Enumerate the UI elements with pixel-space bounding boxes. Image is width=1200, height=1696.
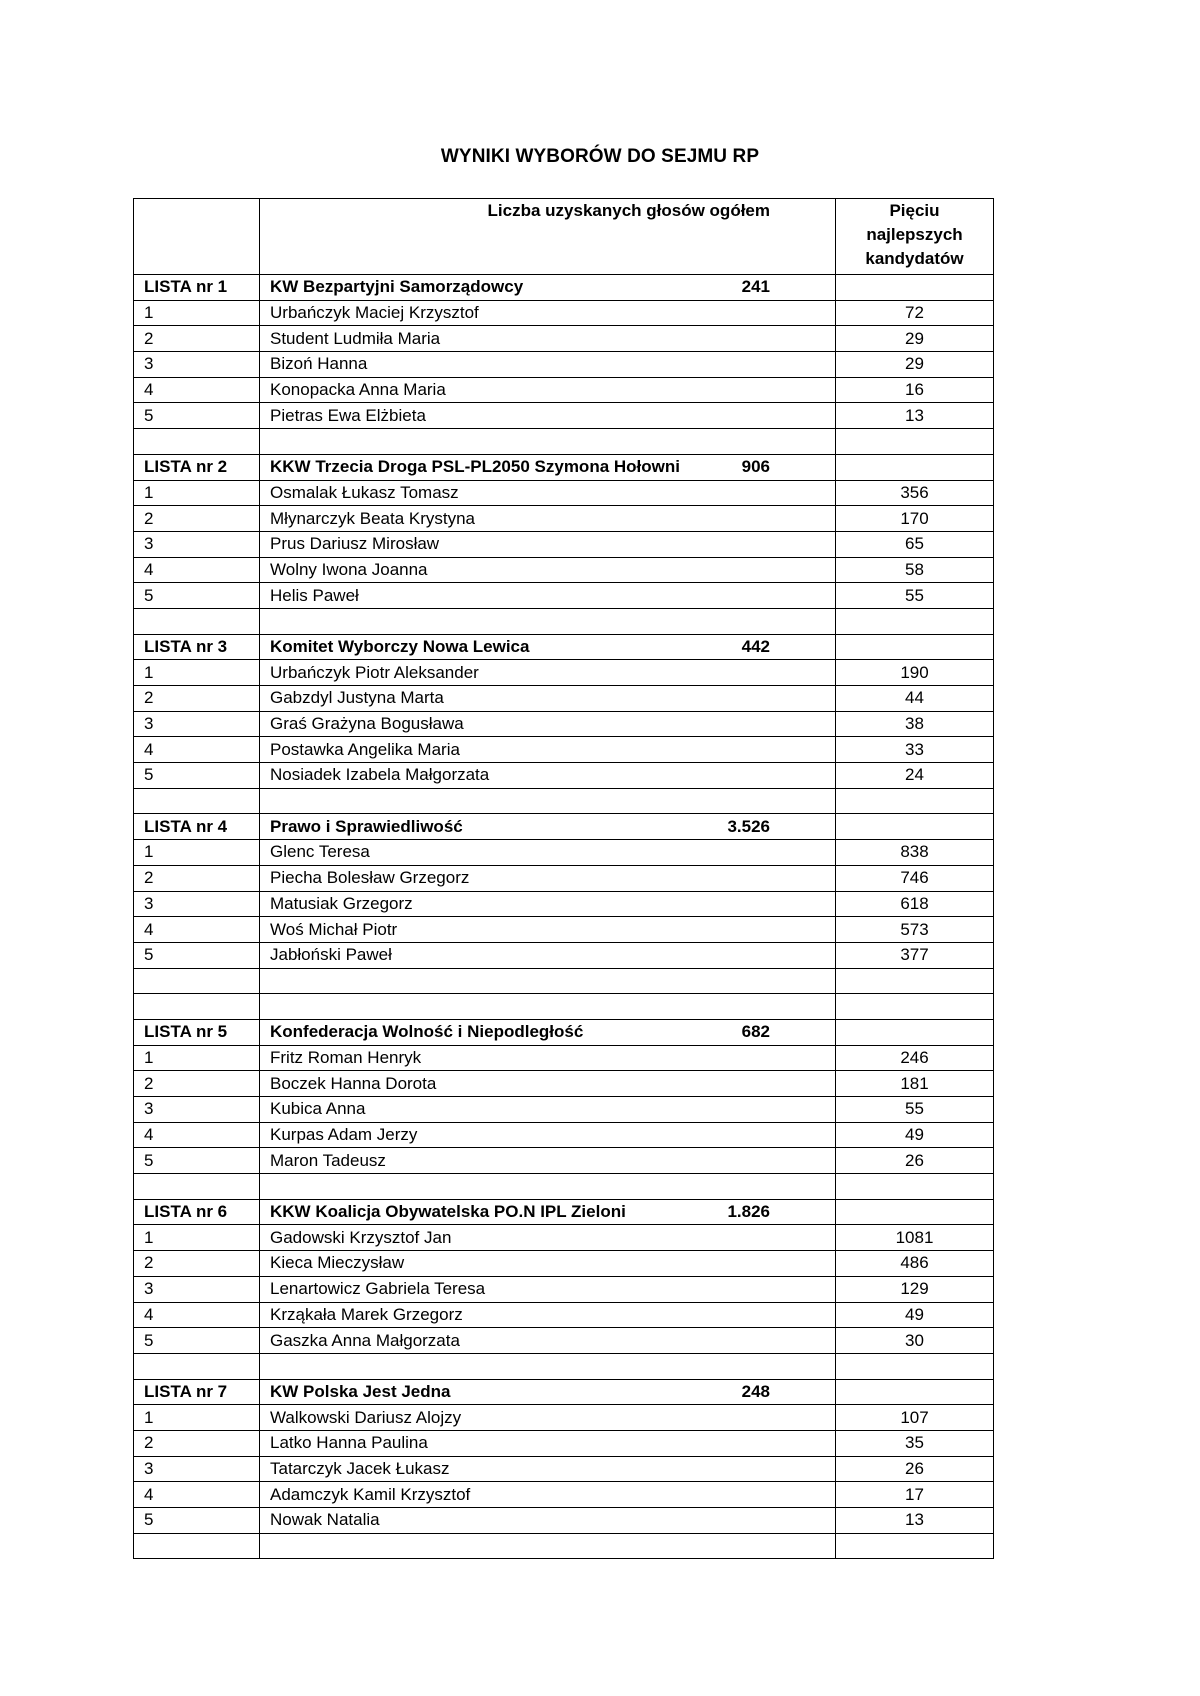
candidate-number: 4	[134, 917, 260, 943]
party-total-votes: 1.826	[727, 1202, 770, 1222]
candidate-name: Piecha Bolesław Grzegorz	[260, 865, 836, 891]
party-name: KKW Trzecia Droga PSL-PL2050 Szymona Hołowni	[270, 457, 680, 477]
candidate-row	[134, 1405, 994, 1431]
blank-cell	[134, 1174, 260, 1200]
candidate-votes: 33	[836, 737, 994, 763]
blank-cell	[134, 608, 260, 634]
blank-cell	[260, 1533, 836, 1559]
candidate-row	[134, 506, 994, 532]
candidate-row	[134, 660, 994, 686]
candidate-number: 5	[134, 1508, 260, 1534]
candidate-number: 1	[134, 1405, 260, 1431]
candidate-name: Bizoń Hanna	[260, 352, 836, 378]
candidate-name: Latko Hanna Paulina	[260, 1430, 836, 1456]
candidate-row	[134, 583, 994, 609]
candidate-votes: 246	[836, 1045, 994, 1071]
candidate-name: Walkowski Dariusz Alojzy	[260, 1405, 836, 1431]
candidate-number: 2	[134, 1430, 260, 1456]
party-cell	[260, 1199, 836, 1225]
candidate-row	[134, 1328, 994, 1354]
candidate-row	[134, 1508, 994, 1534]
blank-cell	[260, 1353, 836, 1379]
candidate-number: 1	[134, 1225, 260, 1251]
candidate-votes: 107	[836, 1405, 994, 1431]
candidate-row	[134, 686, 994, 712]
candidate-row	[134, 1225, 994, 1251]
candidate-number: 1	[134, 480, 260, 506]
candidate-row	[134, 557, 994, 583]
candidate-votes: 38	[836, 711, 994, 737]
candidate-row	[134, 326, 994, 352]
blank-cell	[260, 608, 836, 634]
candidate-votes: 29	[836, 326, 994, 352]
candidate-number: 5	[134, 583, 260, 609]
header-cell-list	[134, 199, 260, 275]
party-name: Komitet Wyborczy Nowa Lewica	[270, 636, 530, 656]
header-top-five-line-1: Pięciu	[889, 201, 940, 220]
party-total-votes: 248	[741, 1381, 770, 1401]
candidate-row	[134, 300, 994, 326]
blank-row	[134, 1353, 994, 1379]
candidate-number: 4	[134, 557, 260, 583]
candidate-row	[134, 737, 994, 763]
candidate-name: Urbańczyk Piotr Aleksander	[260, 660, 836, 686]
blank-row	[134, 1533, 994, 1559]
candidate-votes: 486	[836, 1251, 994, 1277]
candidate-number: 1	[134, 300, 260, 326]
party-name: Prawo i Sprawiedliwość	[270, 816, 463, 836]
candidate-number: 3	[134, 1276, 260, 1302]
candidate-number: 1	[134, 840, 260, 866]
party-total-votes: 241	[741, 277, 770, 297]
candidate-row	[134, 352, 994, 378]
party-row	[134, 1379, 994, 1405]
candidate-number: 3	[134, 1097, 260, 1123]
candidate-row	[134, 1071, 994, 1097]
candidate-votes: 618	[836, 891, 994, 917]
candidate-name: Adamczyk Kamil Krzysztof	[260, 1482, 836, 1508]
candidate-votes: 573	[836, 917, 994, 943]
candidate-votes: 13	[836, 1508, 994, 1534]
candidate-number: 3	[134, 711, 260, 737]
candidate-row	[134, 840, 994, 866]
candidate-votes: 17	[836, 1482, 994, 1508]
party-top-cell	[836, 1199, 994, 1225]
candidate-name: Graś Grażyna Bogusława	[260, 711, 836, 737]
candidate-name: Tatarczyk Jacek Łukasz	[260, 1456, 836, 1482]
party-total-votes: 442	[741, 636, 770, 656]
header-cell-top-five	[836, 199, 994, 275]
blank-cell	[260, 429, 836, 455]
candidate-votes: 44	[836, 686, 994, 712]
party-name: Konfederacja Wolność i Niepodległość	[270, 1022, 584, 1042]
candidate-votes: 356	[836, 480, 994, 506]
candidate-row	[134, 917, 994, 943]
blank-cell	[134, 429, 260, 455]
list-label: LISTA nr 4	[134, 814, 260, 840]
candidate-name: Kurpas Adam Jerzy	[260, 1122, 836, 1148]
candidate-name: Prus Dariusz Mirosław	[260, 531, 836, 557]
party-top-cell	[836, 454, 994, 480]
blank-row	[134, 1174, 994, 1200]
candidate-row	[134, 942, 994, 968]
blank-row	[134, 968, 994, 994]
candidate-number: 5	[134, 403, 260, 429]
candidate-row	[134, 1097, 994, 1123]
party-top-cell	[836, 814, 994, 840]
candidate-votes: 170	[836, 506, 994, 532]
candidate-name: Helis Paweł	[260, 583, 836, 609]
blank-row	[134, 788, 994, 814]
blank-cell	[836, 1353, 994, 1379]
party-top-cell	[836, 634, 994, 660]
candidate-votes: 35	[836, 1430, 994, 1456]
party-cell	[260, 634, 836, 660]
candidate-votes: 65	[836, 531, 994, 557]
candidate-votes: 24	[836, 763, 994, 789]
candidate-row	[134, 1302, 994, 1328]
party-total-votes: 906	[741, 457, 770, 477]
candidate-name: Kubica Anna	[260, 1097, 836, 1123]
party-top-cell	[836, 275, 994, 301]
candidate-number: 2	[134, 326, 260, 352]
candidate-number: 2	[134, 686, 260, 712]
party-row	[134, 814, 994, 840]
party-cell	[260, 1379, 836, 1405]
candidate-row	[134, 480, 994, 506]
candidate-row	[134, 377, 994, 403]
blank-cell	[836, 1174, 994, 1200]
candidate-name: Student Ludmiła Maria	[260, 326, 836, 352]
candidate-row	[134, 531, 994, 557]
candidate-row	[134, 865, 994, 891]
party-name: KW Bezpartyjni Samorządowcy	[270, 277, 524, 297]
candidate-votes: 72	[836, 300, 994, 326]
candidate-row	[134, 403, 994, 429]
candidate-row	[134, 1148, 994, 1174]
candidate-votes: 49	[836, 1302, 994, 1328]
candidate-name: Nowak Natalia	[260, 1508, 836, 1534]
blank-row	[134, 608, 994, 634]
candidate-number: 2	[134, 1251, 260, 1277]
candidate-name: Woś Michał Piotr	[260, 917, 836, 943]
candidate-row	[134, 711, 994, 737]
results-table	[133, 198, 994, 1559]
candidate-row	[134, 1276, 994, 1302]
candidate-name: Fritz Roman Henryk	[260, 1045, 836, 1071]
header-row	[134, 199, 994, 275]
candidate-number: 4	[134, 1302, 260, 1328]
blank-cell	[836, 994, 994, 1020]
party-row	[134, 1019, 994, 1045]
blank-cell	[134, 788, 260, 814]
candidate-name: Lenartowicz Gabriela Teresa	[260, 1276, 836, 1302]
candidate-name: Osmalak Łukasz Tomasz	[260, 480, 836, 506]
blank-cell	[134, 1533, 260, 1559]
blank-cell	[260, 994, 836, 1020]
candidate-number: 2	[134, 1071, 260, 1097]
candidate-number: 5	[134, 763, 260, 789]
candidate-name: Gadowski Krzysztof Jan	[260, 1225, 836, 1251]
party-row	[134, 275, 994, 301]
candidate-votes: 55	[836, 583, 994, 609]
candidate-number: 1	[134, 660, 260, 686]
candidate-number: 3	[134, 352, 260, 378]
candidate-name: Pietras Ewa Elżbieta	[260, 403, 836, 429]
candidate-votes: 746	[836, 865, 994, 891]
candidate-row	[134, 1430, 994, 1456]
candidate-number: 3	[134, 1456, 260, 1482]
candidate-votes: 49	[836, 1122, 994, 1148]
candidate-name: Boczek Hanna Dorota	[260, 1071, 836, 1097]
candidate-name: Matusiak Grzegorz	[260, 891, 836, 917]
candidate-votes: 129	[836, 1276, 994, 1302]
candidate-row	[134, 1045, 994, 1071]
party-row	[134, 634, 994, 660]
candidate-number: 3	[134, 531, 260, 557]
blank-cell	[836, 1533, 994, 1559]
candidate-number: 2	[134, 865, 260, 891]
blank-cell	[134, 1353, 260, 1379]
list-label: LISTA nr 7	[134, 1379, 260, 1405]
blank-cell	[836, 788, 994, 814]
candidate-row	[134, 1456, 994, 1482]
candidate-name: Krząkała Marek Grzegorz	[260, 1302, 836, 1328]
party-cell	[260, 454, 836, 480]
candidate-number: 4	[134, 737, 260, 763]
header-cell-votes-total: Liczba uzyskanych głosów ogółem	[260, 199, 836, 275]
party-name: KW Polska Jest Jedna	[270, 1381, 451, 1401]
list-label: LISTA nr 5	[134, 1019, 260, 1045]
candidate-row	[134, 763, 994, 789]
party-cell	[260, 814, 836, 840]
candidate-name: Nosiadek Izabela Małgorzata	[260, 763, 836, 789]
candidate-name: Młynarczyk Beata Krystyna	[260, 506, 836, 532]
candidate-number: 3	[134, 891, 260, 917]
candidate-votes: 190	[836, 660, 994, 686]
candidate-number: 4	[134, 377, 260, 403]
candidate-votes: 30	[836, 1328, 994, 1354]
document-title: WYNIKI WYBORÓW DO SEJMU RP	[440, 146, 760, 167]
party-total-votes: 3.526	[727, 816, 770, 836]
candidate-row	[134, 1122, 994, 1148]
candidate-name: Urbańczyk Maciej Krzysztof	[260, 300, 836, 326]
candidate-number: 5	[134, 1148, 260, 1174]
candidate-votes: 29	[836, 352, 994, 378]
candidate-number: 5	[134, 1328, 260, 1354]
candidate-name: Glenc Teresa	[260, 840, 836, 866]
candidate-row	[134, 891, 994, 917]
party-top-cell	[836, 1379, 994, 1405]
results-table-body	[134, 199, 994, 1559]
candidate-votes: 55	[836, 1097, 994, 1123]
candidate-votes: 838	[836, 840, 994, 866]
candidate-name: Maron Tadeusz	[260, 1148, 836, 1174]
header-top-five-line-3: kandydatów	[865, 249, 964, 268]
candidate-name: Konopacka Anna Maria	[260, 377, 836, 403]
candidate-votes: 16	[836, 377, 994, 403]
blank-cell	[836, 968, 994, 994]
blank-cell	[134, 968, 260, 994]
candidate-number: 5	[134, 942, 260, 968]
blank-cell	[260, 968, 836, 994]
candidate-votes: 58	[836, 557, 994, 583]
candidate-row	[134, 1251, 994, 1277]
party-cell	[260, 275, 836, 301]
candidate-name: Gabzdyl Justyna Marta	[260, 686, 836, 712]
candidate-number: 4	[134, 1482, 260, 1508]
list-label: LISTA nr 6	[134, 1199, 260, 1225]
party-row	[134, 454, 994, 480]
candidate-votes: 181	[836, 1071, 994, 1097]
party-cell	[260, 1019, 836, 1045]
candidate-name: Gaszka Anna Małgorzata	[260, 1328, 836, 1354]
candidate-number: 1	[134, 1045, 260, 1071]
candidate-name: Jabłoński Paweł	[260, 942, 836, 968]
blank-row	[134, 429, 994, 455]
blank-cell	[134, 994, 260, 1020]
candidate-votes: 1081	[836, 1225, 994, 1251]
list-label: LISTA nr 2	[134, 454, 260, 480]
party-total-votes: 682	[741, 1022, 770, 1042]
candidate-votes: 26	[836, 1148, 994, 1174]
list-label: LISTA nr 3	[134, 634, 260, 660]
candidate-name: Kieca Mieczysław	[260, 1251, 836, 1277]
candidate-name: Wolny Iwona Joanna	[260, 557, 836, 583]
candidate-votes: 13	[836, 403, 994, 429]
candidate-name: Postawka Angelika Maria	[260, 737, 836, 763]
candidate-votes: 377	[836, 942, 994, 968]
header-top-five-line-2: najlepszych	[866, 225, 963, 244]
candidate-number: 2	[134, 506, 260, 532]
blank-cell	[836, 429, 994, 455]
candidate-number: 4	[134, 1122, 260, 1148]
blank-cell	[836, 608, 994, 634]
party-row	[134, 1199, 994, 1225]
blank-row	[134, 994, 994, 1020]
party-top-cell	[836, 1019, 994, 1045]
party-name: KKW Koalicja Obywatelska PO.N IPL Zieloni	[270, 1202, 626, 1222]
blank-cell	[260, 788, 836, 814]
candidate-row	[134, 1482, 994, 1508]
blank-cell	[260, 1174, 836, 1200]
list-label: LISTA nr 1	[134, 275, 260, 301]
candidate-votes: 26	[836, 1456, 994, 1482]
